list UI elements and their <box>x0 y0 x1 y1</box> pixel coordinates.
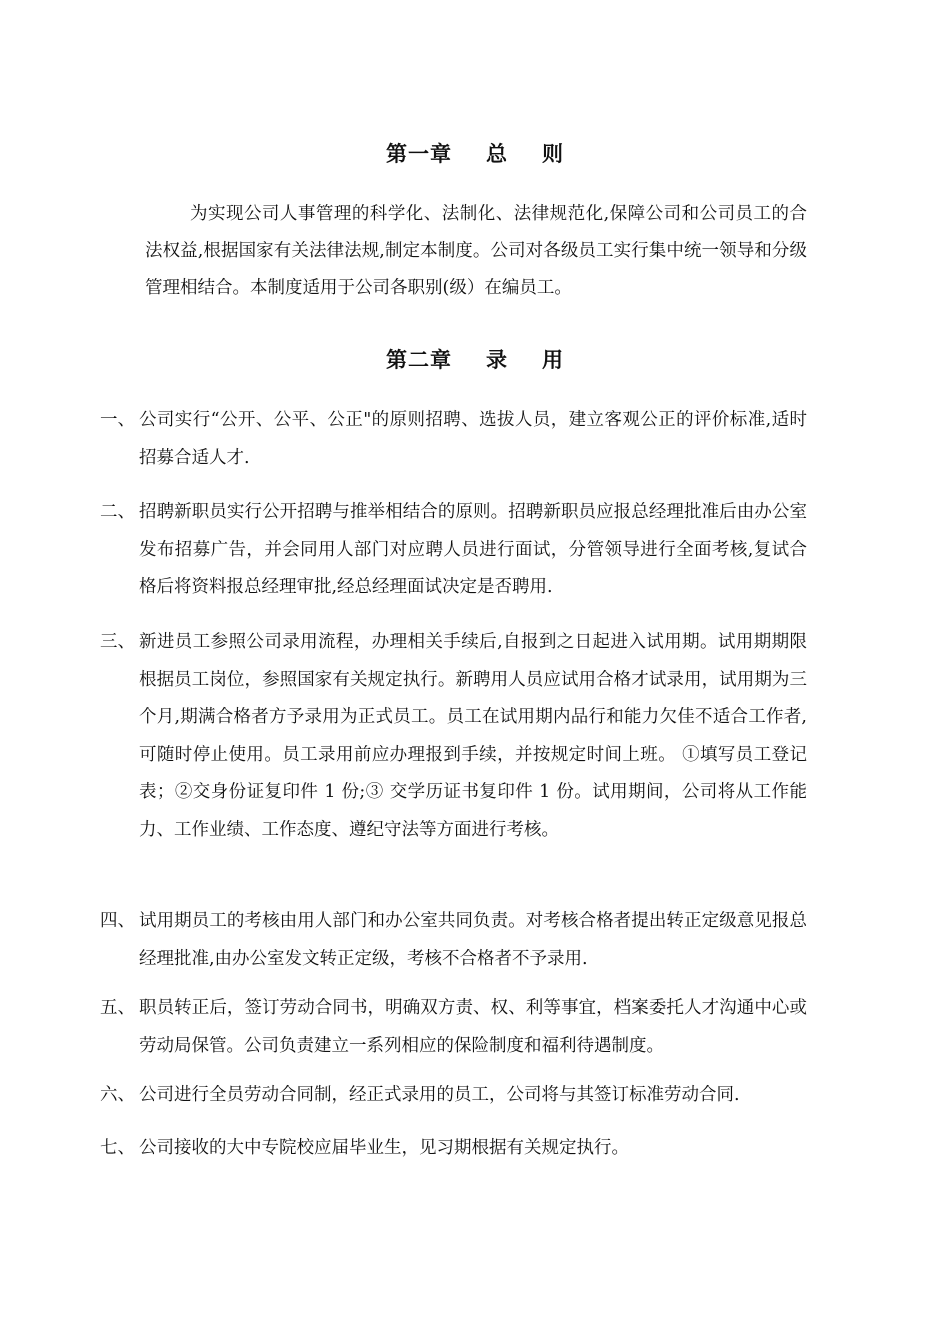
article-5 <box>100 990 807 1065</box>
chapter-1-title-char-1: 总 <box>486 141 508 166</box>
chapter-2-title <box>0 344 950 374</box>
article-3-number: 三、 <box>100 632 135 652</box>
article-6-text: 公司进行全员劳动合同制，经正式录用的员工，公司将与其签订标准劳动合同. <box>139 1085 740 1105</box>
article-5-text: 职员转正后，签订劳动合同书，明确双方责、权、利等事宜，档案委托人才沟通中心或劳动局保管。公司负责建立一系列相应的保险制度和福利待遇制度。 <box>139 998 807 1056</box>
article-7 <box>100 1130 807 1168</box>
article-1-number: 一、 <box>100 410 135 430</box>
article-4-text: 试用期员工的考核由用人部门和办公室共同负责。对考核合格者提出转正定级意见报总经理批准,由办公室发文转正定级，考核不合格者不予录用. <box>139 911 807 969</box>
article-4-number: 四、 <box>100 911 135 931</box>
article-6 <box>100 1077 807 1115</box>
article-5-number: 五、 <box>100 998 135 1018</box>
article-2-number: 二、 <box>100 502 135 522</box>
article-4 <box>100 903 807 978</box>
article-7-text: 公司接收的大中专院校应届毕业生，见习期根据有关规定执行。 <box>139 1138 629 1158</box>
article-7-number: 七、 <box>100 1138 135 1158</box>
article-3-text: 新进员工参照公司录用流程，办理相关手续后,自报到之日起进入试用期。试用期期限根据员工岗位，参照国家有关规定执行。新聘用人员应试用合格才试录用，试用期为三个月,期满合格者方予录用为正式员工。员工在试用期内品行和能力欠佳不适合工作者,可随时停止使用。员工录用前应办理报到手续，并按规定时间上班。 ①填写员工登记表；②交身份证复印件 1 份;③ 交学历证书复印件 1 份。试用期间，公司将从工作能力、工作业绩、工作态度、遵纪守法等方面进行考核。 <box>139 632 807 840</box>
article-2 <box>100 494 807 607</box>
chapter-1-title <box>0 138 950 168</box>
chapter-2-title-char-2: 用 <box>542 347 564 372</box>
article-1-text: 公司实行“公开、公平、公正"的原则招聘、选拔人员，建立客观公正的评价标准,适时招募合适人才. <box>139 410 807 468</box>
chapter-2-title-char-1: 录 <box>486 347 508 372</box>
chapter-1-intro-paragraph: 为实现公司人事管理的科学化、法制化、法律规范化,保障公司和公司员工的合法权益,根据国家有关法律法规,制定本制度。公司对各级员工实行集中统一领导和分级管理相结合。本制度适用于公司各职别(级）在编员工。 <box>145 204 807 298</box>
chapter-1-title-char-2: 则 <box>542 141 564 166</box>
article-6-number: 六、 <box>100 1085 135 1105</box>
article-2-text: 招聘新职员实行公开招聘与推举相结合的原则。招聘新职员应报总经理批准后由办公室发布招募广告，并会同用人部门对应聘人员进行面试，分管领导进行全面考核,复试合格后将资料报总经理审批,经总经理面试决定是否聘用. <box>139 502 807 597</box>
article-1 <box>100 402 807 477</box>
chapter-1-number: 第一章 <box>386 141 452 166</box>
chapter-2-number: 第二章 <box>386 347 452 372</box>
article-3 <box>100 624 807 849</box>
